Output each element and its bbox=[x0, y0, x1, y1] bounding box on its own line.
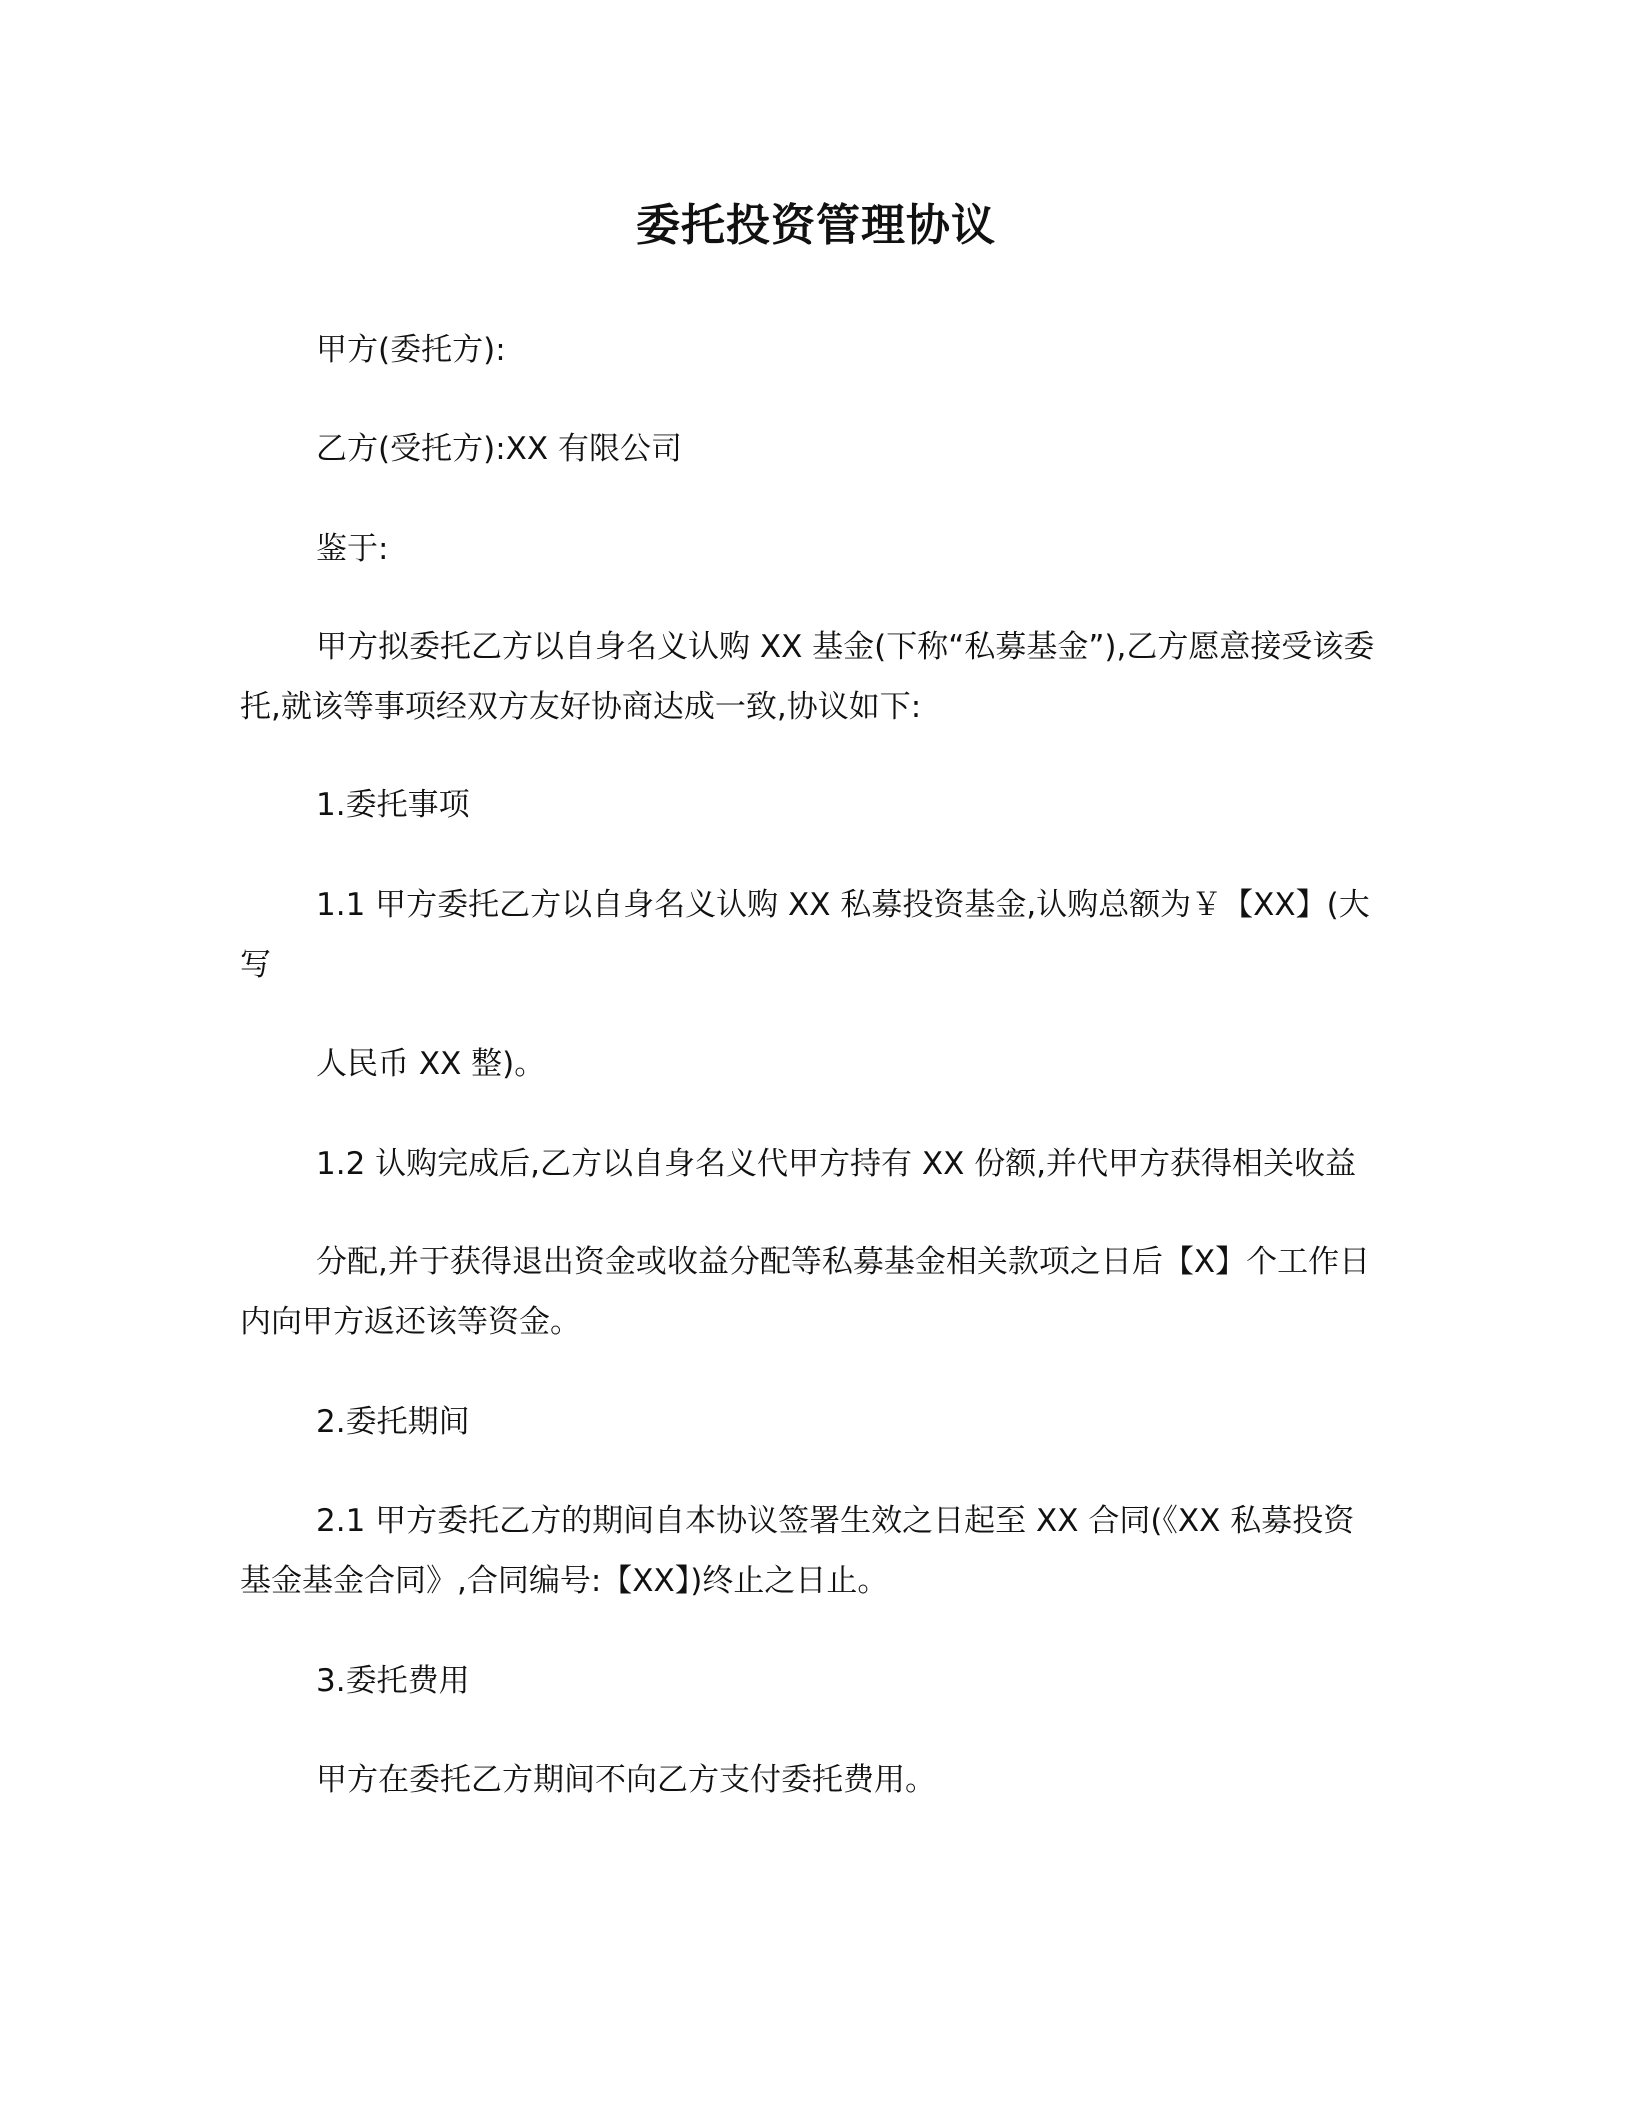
party-b-line: 乙方(受托方):XX 有限公司 bbox=[316, 431, 682, 467]
clause-3-text: 甲方在委托乙方期间不向乙方支付委托费用。 bbox=[316, 1762, 936, 1798]
clause-1-2-line-2: 分配,并于获得退出资金或收益分配等私募基金相关款项之日后【X】个工作日内向甲方返还该等资金。 bbox=[240, 1244, 1371, 1340]
whereas-label: 鉴于: bbox=[316, 531, 389, 567]
whereas-paragraph: 甲方拟委托乙方以自身名义认购 XX 基金(下称“私募基金”),乙方愿意接受该委托,就该等事项经双方友好协商达成一致,协议如下: bbox=[240, 629, 1375, 725]
clause-1-2-line-1: 1.2 认购完成后,乙方以自身名义代甲方持有 XX 份额,并代甲方获得相关收益 bbox=[316, 1146, 1357, 1182]
document-title: 委托投资管理协议 bbox=[636, 200, 996, 251]
party-a-line: 甲方(委托方): bbox=[316, 332, 506, 368]
section-1-heading: 1.委托事项 bbox=[316, 787, 470, 823]
clause-1-1-line-1: 1.1 甲方委托乙方以自身名义认购 XX 私募投资基金,认购总额为￥【XX】(大写 bbox=[240, 887, 1370, 983]
clause-2-1: 2.1 甲方委托乙方的期间自本协议签署生效之日起至 XX 合同(《XX 私募投资基金基金合同》,合同编号:【XX】)终止之日止。 bbox=[240, 1503, 1355, 1599]
section-3-heading: 3.委托费用 bbox=[316, 1663, 470, 1699]
clause-1-1-line-2: 人民币 XX 整)。 bbox=[316, 1046, 546, 1082]
section-2-heading: 2.委托期间 bbox=[316, 1404, 470, 1440]
